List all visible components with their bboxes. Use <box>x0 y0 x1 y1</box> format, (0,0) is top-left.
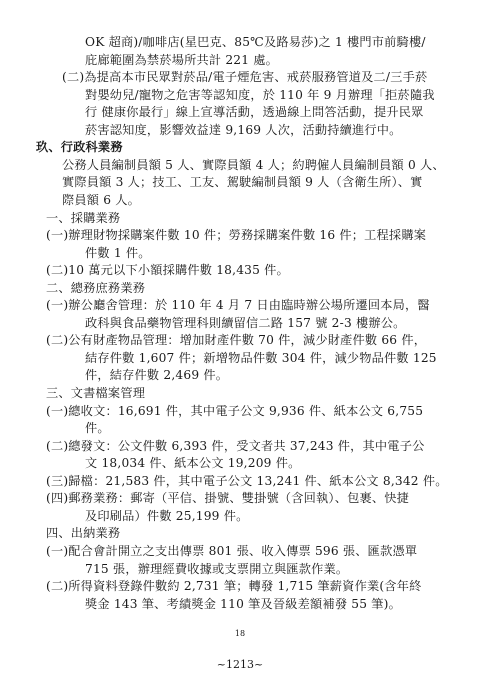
subsection-heading: 三、文書檔案管理 <box>46 386 146 400</box>
text-line: 及印刷品）件數 25,199 件。 <box>85 508 249 523</box>
text-line: 行 健康你最行」線上宣導活動，透過線上問答活動，提升民眾 <box>85 105 424 120</box>
text-line: (二)公有財產物品管理：增加財產件數 70 件，減少財產件數 66 件， <box>46 333 427 348</box>
text-line: 菸害認知度，影響效益達 9,169 人次，活動持續進行中。 <box>85 122 402 137</box>
text-line: (一)總收文：16,691 件，其中電子公文 9,936 件、紙本公文 6,755 <box>46 403 424 418</box>
text-line: OK 超商)/咖啡店(星巴克、85℃及路易莎)之 1 樓門市前騎樓/ <box>85 35 426 49</box>
text-line: 對嬰幼兒/寵物之危害等認知度，於 110 年 9 月辦理「拒菸隨我 <box>85 87 435 102</box>
text-line: (二)10 萬元以下小額採購件數 18,435 件。 <box>46 263 289 278</box>
text-line: 件，結存件數 2,469 件。 <box>85 368 229 383</box>
text-line: 庇廊範圍為禁菸場所共計 221 處。 <box>85 52 279 67</box>
text-line: 實際員額 3 人；技工、工友、駕駛編制員額 9 人（含衛生所）、實 <box>62 175 423 190</box>
text-line: 政科與食品藥物管理科則續留信二路 157 號 2-3 樓辦公。 <box>85 315 406 330</box>
text-line: (二)總發文：公文件數 6,393 件，受文者共 37,243 件，其中電子公 <box>46 438 425 453</box>
text-line: (一)辦理財物採購案件數 10 件；勞務採購案件數 16 件；工程採購案 <box>46 228 427 243</box>
text-line: 件數 1 件。 <box>85 245 151 260</box>
subsection-heading: 二、總務庶務業務 <box>46 280 146 295</box>
text-line: 件。 <box>85 421 110 436</box>
text-line: 獎金 143 筆、考績獎金 110 筆及晉級差額補發 55 筆)。 <box>85 596 402 611</box>
text-line: 715 張，辦理經費收據或支票開立與匯款作業。 <box>85 561 349 576</box>
text-line: (二)為提高本市民眾對菸品/電子煙危害、戒菸服務管道及二/三手菸 <box>62 70 428 85</box>
section-heading: 玖、行政科業務 <box>36 140 123 155</box>
text-line: (一)配合會計開立之支出傳票 801 張、收入傳票 596 張、匯款憑單 <box>46 544 418 558</box>
text-line: 公務人員編制員額 5 人、實際員額 4 人；約聘僱人員編制員額 0 人、 <box>62 157 445 172</box>
text-line: 際員額 6 人。 <box>62 193 141 207</box>
subsection-heading: 一、採購業務 <box>46 210 121 225</box>
text-line: (三)歸檔：21,583 件，其中電子公文 13,241 件、紙本公文 8,342 件。 <box>46 473 448 488</box>
page-number: 18 <box>234 629 246 638</box>
text-line: (一)辦公廳舍管理：於 110 年 4 月 7 日由臨時辦公場所遷回本局，醫 <box>46 298 430 313</box>
text-line: (四)郵務業務：郵寄（平信、掛號、雙掛號（含回執）、包裹、快捷 <box>46 491 410 506</box>
subsection-heading: 四、出納業務 <box>46 526 121 541</box>
text-line: 文 18,034 件、紙本公文 19,209 件。 <box>85 456 301 471</box>
text-line: (二)所得資料登錄件數約 2,731 筆；轉發 1,715 筆薪資作業(含年終 <box>46 579 422 594</box>
footer-page-number: ~1213~ <box>216 658 264 671</box>
text-line: 結存件數 1,607 件；新增物品件數 304 件，減少物品件數 125 <box>85 350 437 365</box>
